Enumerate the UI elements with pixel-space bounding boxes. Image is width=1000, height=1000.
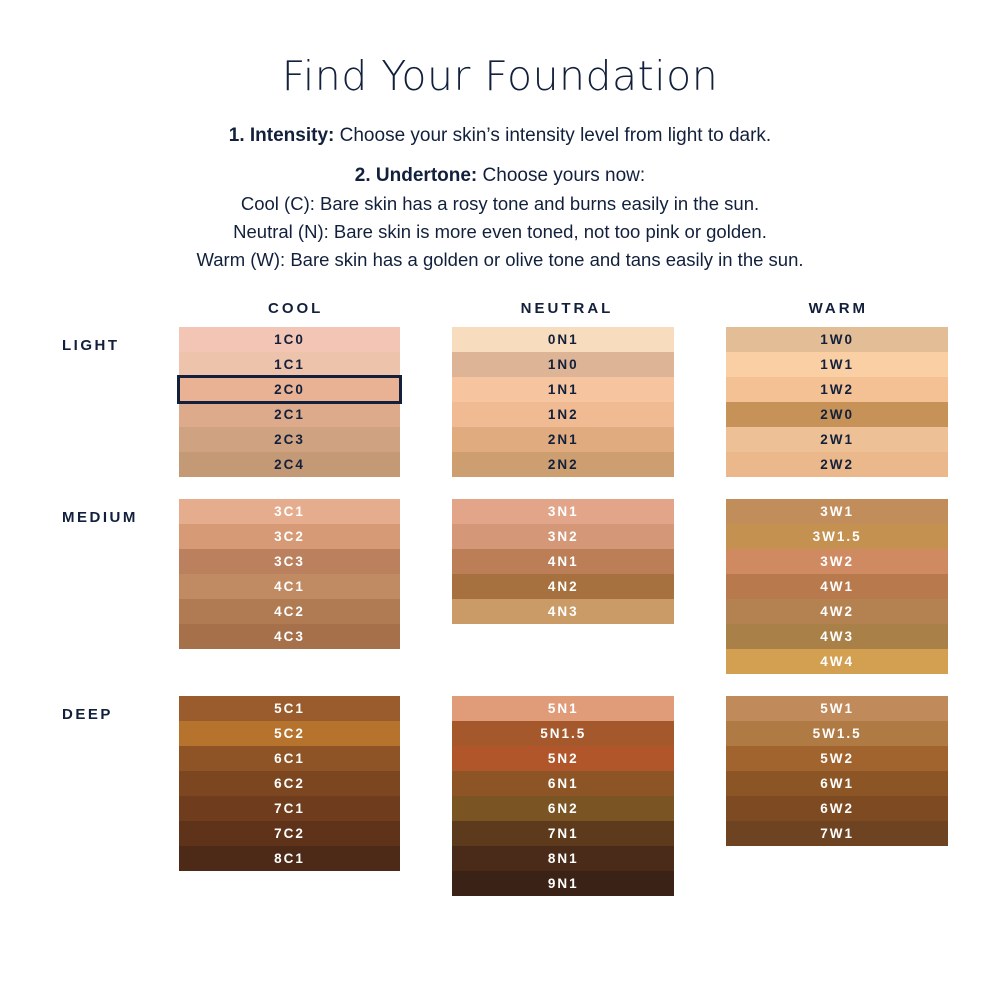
swatch-stack-light-cool: [179, 327, 401, 477]
shade-swatch[interactable]: 2C1: [179, 402, 401, 427]
shade-swatch[interactable]: 2W1: [726, 427, 948, 452]
shade-swatch[interactable]: 5W2: [726, 746, 948, 771]
instructions: [0, 122, 1000, 274]
shade-swatch[interactable]: 7C2: [179, 821, 401, 846]
shade-swatch[interactable]: 5N2: [452, 746, 674, 771]
shade-swatch[interactable]: 4W3: [726, 624, 948, 649]
shade-swatch[interactable]: 6C1: [179, 746, 401, 771]
row-medium: [0, 499, 1000, 674]
shade-swatch[interactable]: 4W2: [726, 599, 948, 624]
shade-swatch[interactable]: 6C2: [179, 771, 401, 796]
shade-swatch[interactable]: 7W1: [726, 821, 948, 846]
shade-swatch[interactable]: 1C1: [179, 352, 401, 377]
shade-swatch[interactable]: 2C3: [179, 427, 401, 452]
neutral-description: Neutral (N): Bare skin is more even toned, not too pink or golden.: [233, 221, 767, 242]
shade-swatch[interactable]: 3N1: [452, 499, 674, 524]
swatch-stack-deep-cool: [179, 696, 401, 871]
step-2-line: [0, 162, 1000, 190]
shade-swatch[interactable]: 6N1: [452, 771, 674, 796]
page-title: Find Your Foundation: [281, 52, 719, 100]
swatch-stack-medium-cool: [179, 499, 401, 649]
shade-swatch[interactable]: 4W1: [726, 574, 948, 599]
column-header-cool: COOL: [267, 300, 324, 317]
shade-swatch[interactable]: 6W1: [726, 771, 948, 796]
shade-grid: [0, 300, 1000, 896]
shade-swatch[interactable]: 0N1: [452, 327, 674, 352]
shade-swatch[interactable]: 1N0: [452, 352, 674, 377]
shade-swatch[interactable]: 3N2: [452, 524, 674, 549]
shade-swatch[interactable]: 7C1: [179, 796, 401, 821]
shade-swatch[interactable]: 7N1: [452, 821, 674, 846]
row-light: [0, 327, 1000, 477]
shade-swatch[interactable]: 3C1: [179, 499, 401, 524]
shade-swatch[interactable]: 3W1: [726, 499, 948, 524]
shade-swatch[interactable]: 3W2: [726, 549, 948, 574]
shade-swatch[interactable]: 5W1: [726, 696, 948, 721]
swatch-stack-deep-warm: [726, 696, 948, 846]
swatch-stack-medium-warm: [726, 499, 948, 674]
row-deep: [0, 696, 1000, 896]
shade-swatch[interactable]: 2N1: [452, 427, 674, 452]
shade-swatch[interactable]: 1N2: [452, 402, 674, 427]
shade-swatch[interactable]: 2W0: [726, 402, 948, 427]
shade-swatch[interactable]: 9N1: [452, 871, 674, 896]
shade-swatch[interactable]: 1W2: [726, 377, 948, 402]
step-1-text: Choose your skin’s intensity level from light to dark.: [339, 125, 772, 146]
swatch-stack-deep-neutral: [452, 696, 674, 896]
shade-swatch[interactable]: 1N1: [452, 377, 674, 402]
warm-description: Warm (W): Bare skin has a golden or olive tone and tans easily in the sun.: [196, 249, 804, 270]
shade-swatch[interactable]: 2C0: [179, 377, 401, 402]
shade-swatch[interactable]: 2N2: [452, 452, 674, 477]
swatch-stack-light-neutral: [452, 327, 674, 477]
shade-swatch[interactable]: 4C1: [179, 574, 401, 599]
shade-swatch[interactable]: 2C4: [179, 452, 401, 477]
step-2-label: 2. Undertone:: [354, 165, 478, 186]
shade-swatch[interactable]: 8C1: [179, 846, 401, 871]
step-1-label: 1. Intensity:: [228, 125, 335, 146]
column-headers: [0, 300, 1000, 317]
swatch-stack-light-warm: [726, 327, 948, 477]
step-1-line: [0, 122, 1000, 150]
shade-swatch[interactable]: 1W0: [726, 327, 948, 352]
spacer: [0, 150, 1000, 162]
shade-swatch[interactable]: 5C1: [179, 696, 401, 721]
row-label-light: LIGHT: [62, 337, 120, 354]
shade-swatch[interactable]: 1W1: [726, 352, 948, 377]
column-header-warm: WARM: [808, 300, 869, 317]
shade-swatch[interactable]: 6W2: [726, 796, 948, 821]
shade-swatch[interactable]: 6N2: [452, 796, 674, 821]
shade-swatch[interactable]: 4C3: [179, 624, 401, 649]
shade-swatch[interactable]: 5C2: [179, 721, 401, 746]
shade-swatch[interactable]: 4N3: [452, 599, 674, 624]
shade-swatch[interactable]: 3W1.5: [726, 524, 948, 549]
shade-swatch[interactable]: 8N1: [452, 846, 674, 871]
shade-swatch[interactable]: 3C3: [179, 549, 401, 574]
shade-swatch[interactable]: 5N1: [452, 696, 674, 721]
shade-swatch[interactable]: 3C2: [179, 524, 401, 549]
shade-swatch[interactable]: 4N1: [452, 549, 674, 574]
shade-swatch[interactable]: 4W4: [726, 649, 948, 674]
shade-swatch[interactable]: 4C2: [179, 599, 401, 624]
shade-swatch[interactable]: 5W1.5: [726, 721, 948, 746]
shade-swatch[interactable]: 2W2: [726, 452, 948, 477]
row-label-medium: MEDIUM: [62, 509, 138, 526]
swatch-stack-medium-neutral: [452, 499, 674, 624]
cool-description: Cool (C): Bare skin has a rosy tone and burns easily in the sun.: [240, 193, 760, 214]
shade-swatch[interactable]: 1C0: [179, 327, 401, 352]
row-label-deep: DEEP: [62, 706, 113, 723]
shade-swatch[interactable]: 5N1.5: [452, 721, 674, 746]
shade-swatch[interactable]: 4N2: [452, 574, 674, 599]
column-header-neutral: NEUTRAL: [520, 300, 614, 317]
step-2-text: Choose yours now:: [482, 165, 646, 186]
